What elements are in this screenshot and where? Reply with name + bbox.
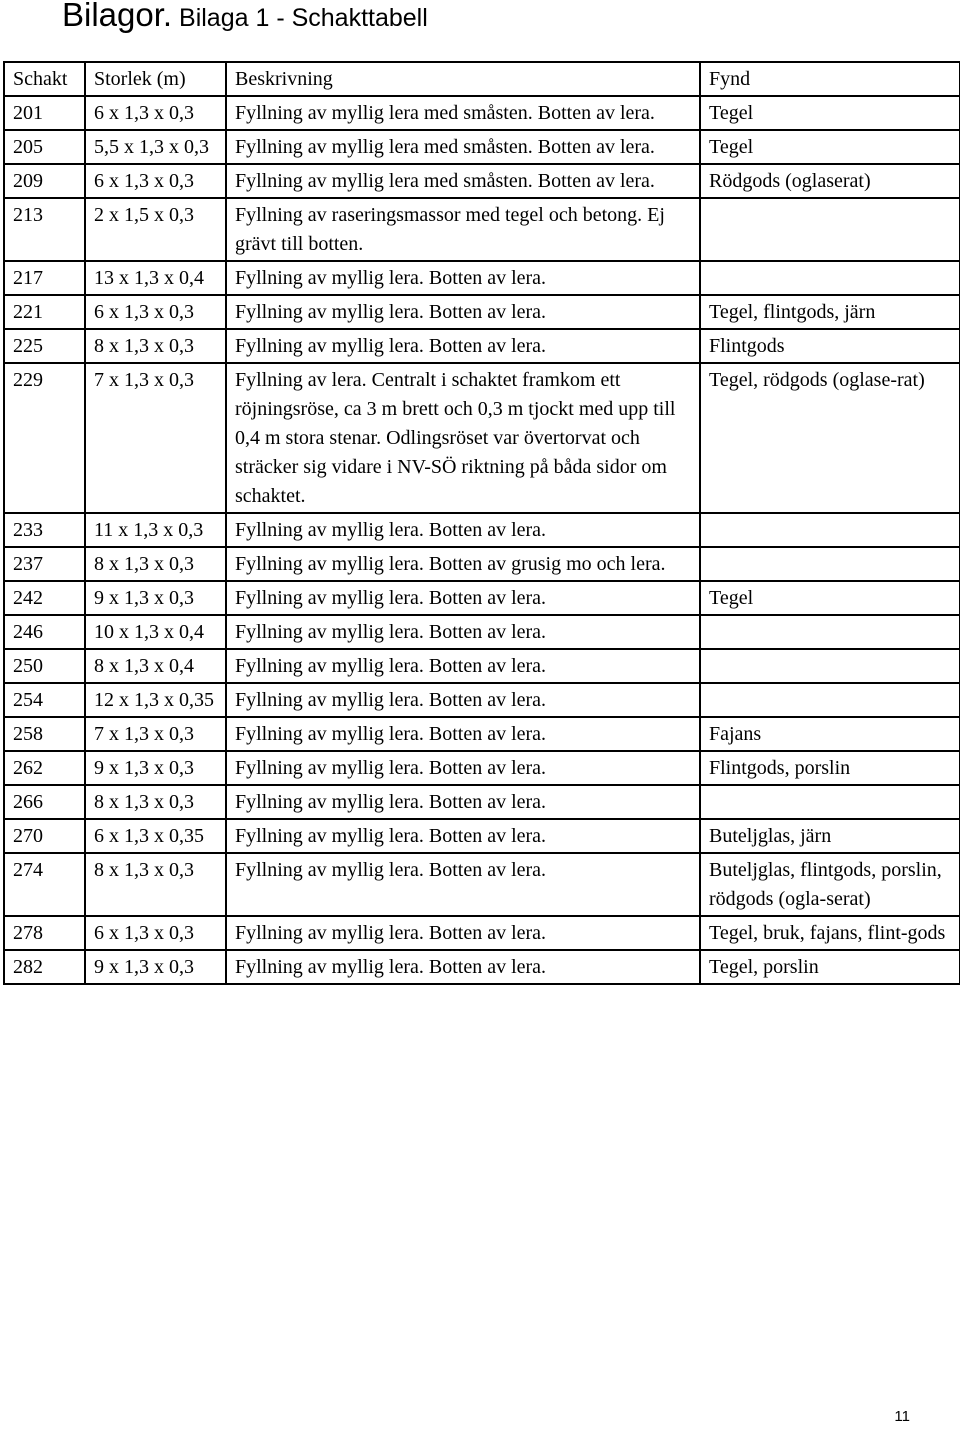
cell-beskrivning: Fyllning av myllig lera. Botten av lera. xyxy=(226,819,700,853)
table-row xyxy=(4,261,960,295)
page-number: 11 xyxy=(894,1408,910,1425)
cell-storlek: 11 x 1,3 x 0,3 xyxy=(85,513,226,547)
cell-fynd xyxy=(700,615,960,649)
cell-storlek: 5,5 x 1,3 x 0,3 xyxy=(85,130,226,164)
table-row xyxy=(4,853,960,916)
cell-beskrivning: Fyllning av myllig lera. Botten av lera. xyxy=(226,683,700,717)
table-body xyxy=(4,96,960,984)
table-row xyxy=(4,785,960,819)
cell-beskrivning: Fyllning av myllig lera. Botten av lera. xyxy=(226,261,700,295)
cell-schakt: 213 xyxy=(4,198,85,261)
cell-beskrivning: Fyllning av myllig lera. Botten av lera. xyxy=(226,950,700,984)
title-sub: Bilaga 1 - Schakttabell xyxy=(172,4,428,32)
cell-storlek: 6 x 1,3 x 0,35 xyxy=(85,819,226,853)
cell-storlek: 8 x 1,3 x 0,3 xyxy=(85,853,226,916)
table-row xyxy=(4,916,960,950)
cell-schakt: 237 xyxy=(4,547,85,581)
table-header-row xyxy=(4,62,960,96)
cell-fynd: Rödgods (oglaserat) xyxy=(700,164,960,198)
cell-fynd: Buteljglas, järn xyxy=(700,819,960,853)
table-row xyxy=(4,717,960,751)
cell-storlek: 13 x 1,3 x 0,4 xyxy=(85,261,226,295)
cell-fynd: Tegel xyxy=(700,130,960,164)
cell-schakt: 254 xyxy=(4,683,85,717)
table-row xyxy=(4,164,960,198)
cell-beskrivning: Fyllning av myllig lera med småsten. Botten av lera. xyxy=(226,130,700,164)
cell-fynd xyxy=(700,683,960,717)
column-header-fynd: Fynd xyxy=(700,62,960,96)
cell-schakt: 250 xyxy=(4,649,85,683)
table-row xyxy=(4,819,960,853)
table-row xyxy=(4,615,960,649)
cell-beskrivning: Fyllning av myllig lera med småsten. Botten av lera. xyxy=(226,96,700,130)
cell-beskrivning: Fyllning av myllig lera. Botten av lera. xyxy=(226,916,700,950)
cell-storlek: 7 x 1,3 x 0,3 xyxy=(85,363,226,513)
cell-storlek: 8 x 1,3 x 0,4 xyxy=(85,649,226,683)
cell-schakt: 266 xyxy=(4,785,85,819)
cell-fynd: Tegel xyxy=(700,96,960,130)
cell-beskrivning: Fyllning av myllig lera. Botten av lera. xyxy=(226,513,700,547)
cell-fynd: Tegel, rödgods (oglase-rat) xyxy=(700,363,960,513)
cell-schakt: 242 xyxy=(4,581,85,615)
table-row xyxy=(4,295,960,329)
cell-storlek: 6 x 1,3 x 0,3 xyxy=(85,164,226,198)
cell-schakt: 209 xyxy=(4,164,85,198)
table-row xyxy=(4,329,960,363)
cell-fynd xyxy=(700,513,960,547)
cell-schakt: 258 xyxy=(4,717,85,751)
table-row xyxy=(4,683,960,717)
cell-beskrivning: Fyllning av myllig lera. Botten av lera. xyxy=(226,785,700,819)
cell-beskrivning: Fyllning av myllig lera. Botten av lera. xyxy=(226,615,700,649)
cell-beskrivning: Fyllning av myllig lera. Botten av lera. xyxy=(226,295,700,329)
table-row xyxy=(4,649,960,683)
cell-fynd: Buteljglas, flintgods, porslin, rödgods (ogla-serat) xyxy=(700,853,960,916)
cell-schakt: 217 xyxy=(4,261,85,295)
cell-schakt: 270 xyxy=(4,819,85,853)
cell-schakt: 201 xyxy=(4,96,85,130)
cell-fynd: Tegel, bruk, fajans, flint-gods xyxy=(700,916,960,950)
cell-fynd: Tegel xyxy=(700,581,960,615)
cell-storlek: 9 x 1,3 x 0,3 xyxy=(85,751,226,785)
cell-schakt: 233 xyxy=(4,513,85,547)
cell-storlek: 6 x 1,3 x 0,3 xyxy=(85,96,226,130)
cell-beskrivning: Fyllning av lera. Centralt i schaktet framkom ett röjningsröse, ca 3 m brett och 0,3 m tjockt med upp till 0,4 m stora stenar. Odlingsröset var övertorvat och sträcker sig vidare i NV-SÖ riktning på båda sidor om schaktet. xyxy=(226,363,700,513)
cell-fynd xyxy=(700,547,960,581)
cell-beskrivning: Fyllning av myllig lera. Botten av lera. xyxy=(226,581,700,615)
column-header-beskrivning: Beskrivning xyxy=(226,62,700,96)
cell-fynd: Fajans xyxy=(700,717,960,751)
schakt-table xyxy=(3,61,960,985)
cell-fynd xyxy=(700,198,960,261)
cell-schakt: 262 xyxy=(4,751,85,785)
table-row xyxy=(4,950,960,984)
cell-schakt: 282 xyxy=(4,950,85,984)
cell-fynd xyxy=(700,649,960,683)
cell-schakt: 205 xyxy=(4,130,85,164)
cell-schakt: 229 xyxy=(4,363,85,513)
cell-beskrivning: Fyllning av myllig lera. Botten av grusig mo och lera. xyxy=(226,547,700,581)
cell-schakt: 221 xyxy=(4,295,85,329)
cell-fynd: Tegel, flintgods, järn xyxy=(700,295,960,329)
cell-beskrivning: Fyllning av myllig lera. Botten av lera. xyxy=(226,717,700,751)
table-row xyxy=(4,363,960,513)
cell-storlek: 6 x 1,3 x 0,3 xyxy=(85,295,226,329)
table-row xyxy=(4,96,960,130)
table-row xyxy=(4,513,960,547)
page-title xyxy=(62,0,428,34)
cell-storlek: 10 x 1,3 x 0,4 xyxy=(85,615,226,649)
cell-beskrivning: Fyllning av raseringsmassor med tegel och betong. Ej grävt till botten. xyxy=(226,198,700,261)
cell-beskrivning: Fyllning av myllig lera. Botten av lera. xyxy=(226,853,700,916)
title-main: Bilagor. xyxy=(62,0,173,33)
column-header-storlek: Storlek (m) xyxy=(85,62,226,96)
cell-storlek: 8 x 1,3 x 0,3 xyxy=(85,785,226,819)
cell-schakt: 225 xyxy=(4,329,85,363)
cell-beskrivning: Fyllning av myllig lera. Botten av lera. xyxy=(226,751,700,785)
cell-fynd xyxy=(700,261,960,295)
cell-beskrivning: Fyllning av myllig lera. Botten av lera. xyxy=(226,329,700,363)
column-header-schakt: Schakt xyxy=(4,62,85,96)
table-row xyxy=(4,130,960,164)
cell-fynd: Flintgods, porslin xyxy=(700,751,960,785)
cell-beskrivning: Fyllning av myllig lera. Botten av lera. xyxy=(226,649,700,683)
table-row xyxy=(4,198,960,261)
cell-beskrivning: Fyllning av myllig lera med småsten. Botten av lera. xyxy=(226,164,700,198)
cell-schakt: 274 xyxy=(4,853,85,916)
table-row xyxy=(4,547,960,581)
cell-fynd: Tegel, porslin xyxy=(700,950,960,984)
cell-storlek: 6 x 1,3 x 0,3 xyxy=(85,916,226,950)
cell-storlek: 12 x 1,3 x 0,35 xyxy=(85,683,226,717)
cell-fynd: Flintgods xyxy=(700,329,960,363)
cell-schakt: 278 xyxy=(4,916,85,950)
cell-storlek: 9 x 1,3 x 0,3 xyxy=(85,581,226,615)
cell-storlek: 8 x 1,3 x 0,3 xyxy=(85,329,226,363)
table-row xyxy=(4,751,960,785)
cell-storlek: 7 x 1,3 x 0,3 xyxy=(85,717,226,751)
cell-schakt: 246 xyxy=(4,615,85,649)
cell-storlek: 9 x 1,3 x 0,3 xyxy=(85,950,226,984)
table-row xyxy=(4,581,960,615)
cell-storlek: 8 x 1,3 x 0,3 xyxy=(85,547,226,581)
cell-fynd xyxy=(700,785,960,819)
cell-storlek: 2 x 1,5 x 0,3 xyxy=(85,198,226,261)
